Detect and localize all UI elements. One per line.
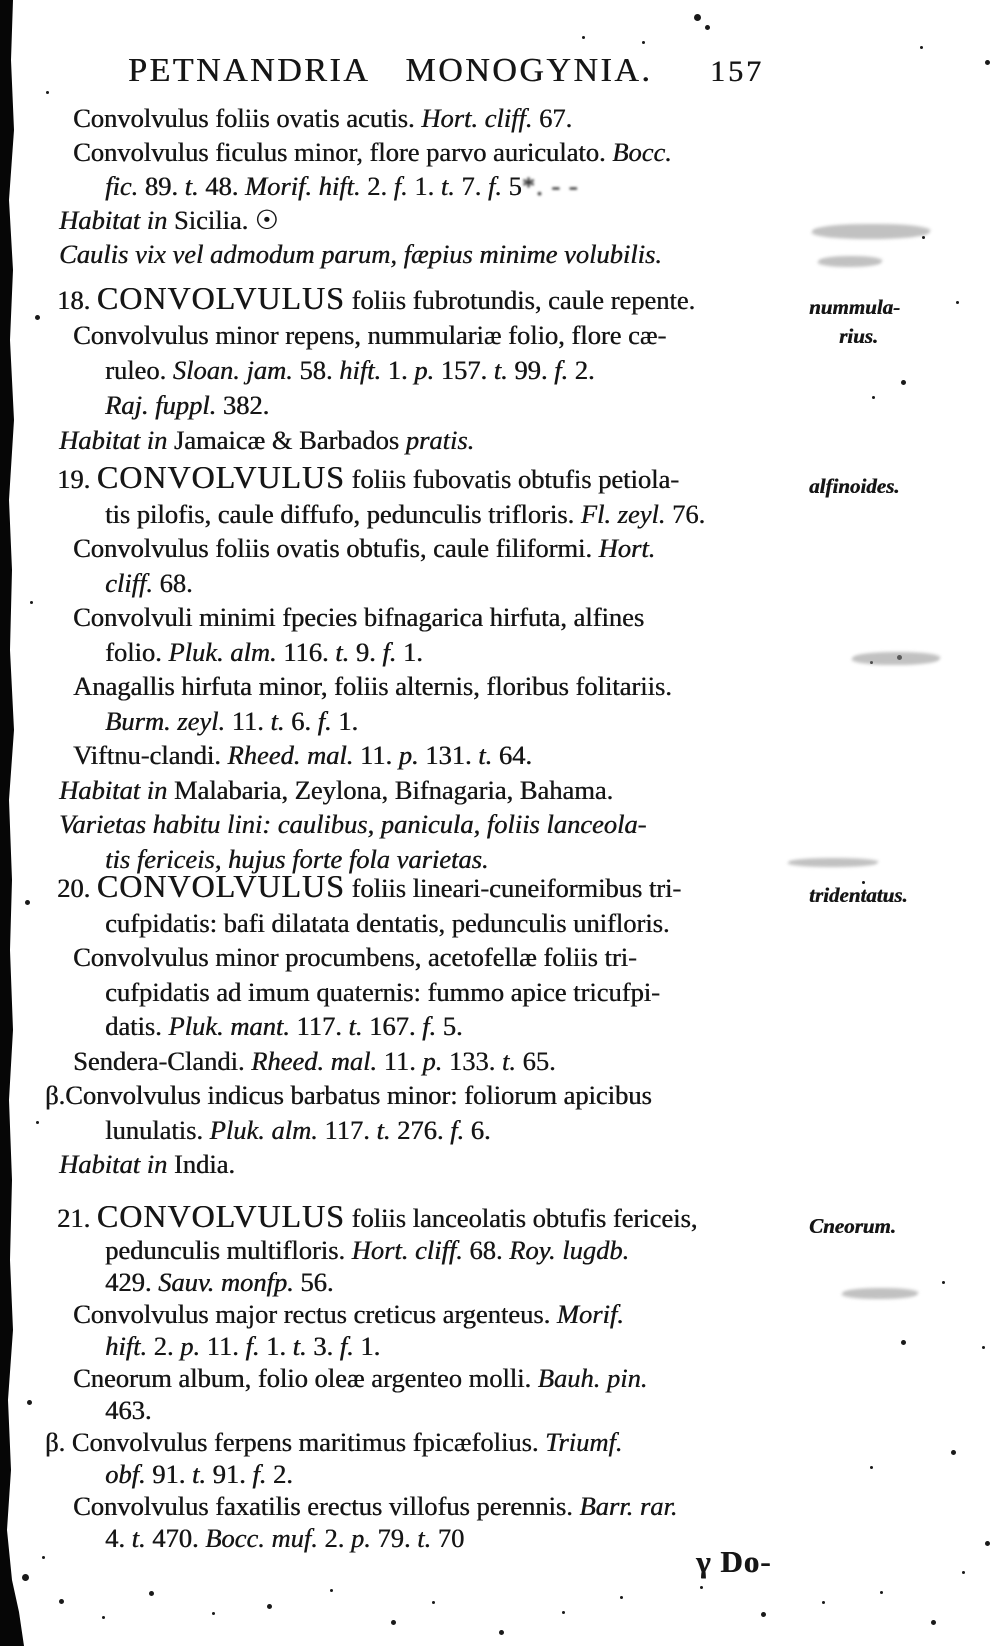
text-segment: 1. xyxy=(353,1331,381,1361)
text-line xyxy=(57,203,793,237)
text-segment: p. xyxy=(422,1045,443,1076)
text-segment: hift. xyxy=(339,355,382,385)
text-segment: Roy. lugdb. xyxy=(509,1235,630,1265)
margin-species-name xyxy=(809,1212,1000,1241)
text-segment: 11. xyxy=(353,740,399,770)
text-segment: Habitat in xyxy=(59,425,168,455)
text-segment: 48. xyxy=(198,171,245,201)
text-line xyxy=(57,281,793,318)
text-segment: lunulatis. xyxy=(105,1114,210,1145)
text-segment: 1. xyxy=(381,355,415,385)
text-line xyxy=(57,600,793,635)
text-line xyxy=(57,975,793,1010)
text-line xyxy=(57,497,793,532)
text-segment: Pluk. mant. xyxy=(168,1011,290,1041)
text-segment: Morif. xyxy=(556,1299,624,1329)
text-segment: CONVOLVULUS xyxy=(96,280,345,316)
text-segment: Convolvulus indicus barbatus minor: foliorum apicibus xyxy=(65,1080,652,1110)
text-segment: 9. xyxy=(349,636,383,667)
text-segment: Sicilia. ☉ xyxy=(167,205,279,235)
text-segment: t. xyxy=(270,705,285,736)
margin-species-name xyxy=(809,472,1000,501)
text-segment: 6. xyxy=(464,1114,491,1145)
text-line xyxy=(57,1200,793,1234)
text-line xyxy=(57,531,793,566)
text-segment: folio. xyxy=(105,636,169,667)
text-segment: f. xyxy=(393,171,408,201)
text-segment: 1. xyxy=(407,171,441,201)
text-segment: 116. xyxy=(276,636,336,667)
text-segment: Triumf. xyxy=(545,1427,623,1457)
text-segment: t. xyxy=(376,1114,391,1145)
text-segment: Bocc. muf. xyxy=(205,1523,318,1553)
text-segment: cliff. xyxy=(105,567,153,598)
text-line xyxy=(57,1009,793,1044)
text-segment: 133. xyxy=(442,1045,502,1076)
text-segment: 2. xyxy=(360,171,394,201)
text-line xyxy=(57,940,793,975)
text-segment: 20. xyxy=(57,873,97,903)
text-segment: 7. xyxy=(454,171,488,201)
text-segment: hift. xyxy=(105,1331,147,1361)
text-segment: Hort. cliff. xyxy=(351,1235,463,1265)
text-segment: t. xyxy=(501,1045,516,1076)
text-line xyxy=(57,704,793,739)
text-segment: foliis fubrotundis, caule repente. xyxy=(344,285,696,315)
text-segment: Morif. hift. xyxy=(244,171,361,201)
text-segment: Habitat in xyxy=(59,774,168,805)
text-segment: 11. xyxy=(376,1045,423,1076)
text-line xyxy=(57,353,793,388)
text-line xyxy=(57,669,793,704)
text-segment: Sloan. jam. xyxy=(172,355,293,385)
text-segment: 79. xyxy=(370,1523,418,1553)
text-segment: 91. xyxy=(145,1459,192,1489)
text-segment: 1. xyxy=(396,636,423,667)
text-segment: Convolvulus ficulus minor, flore parvo auriculato. xyxy=(73,137,613,167)
text-segment: 470. xyxy=(145,1523,206,1553)
text-segment: foliis lineari-cuneiformibus tri- xyxy=(344,873,682,903)
text-segment: t. xyxy=(184,171,199,201)
text-segment: Raj. fuppl. xyxy=(105,390,217,420)
text-segment: p. xyxy=(414,355,435,385)
text-line xyxy=(57,1362,793,1394)
text-line xyxy=(57,1147,793,1182)
margin-species-name xyxy=(809,293,1000,351)
text-segment: 276. xyxy=(390,1114,450,1145)
text-segment: Rheed. mal. xyxy=(251,1045,377,1076)
text-segment: Convolvulus major rectus creticus argenteus. xyxy=(73,1299,557,1329)
text-line xyxy=(57,1044,793,1079)
text-segment: f. xyxy=(422,1011,437,1041)
text-line xyxy=(45,1426,793,1458)
text-segment: Rheed. mal. xyxy=(227,740,354,770)
text-segment: β. xyxy=(45,1427,72,1457)
text-segment: 2. xyxy=(317,1523,351,1553)
text-segment: foliis fubovatis obtufis petiola- xyxy=(344,464,679,494)
text-segment: foliis lanceolatis obtufis fericeis, xyxy=(344,1203,698,1233)
text-line xyxy=(57,869,793,906)
text-segment: CONVOLVULUS xyxy=(96,868,345,904)
text-segment: f. xyxy=(317,705,332,736)
margin-note-line: rius. xyxy=(839,324,879,348)
text-segment: 5 xyxy=(501,171,522,201)
text-segment: 11. xyxy=(199,1331,246,1361)
text-segment: β. xyxy=(45,1080,66,1110)
text-segment: 70 xyxy=(431,1523,465,1553)
text-line xyxy=(57,1458,793,1490)
text-segment: f. xyxy=(382,636,397,667)
text-segment: 58. xyxy=(292,355,340,385)
text-segment: Barr. rar. xyxy=(579,1491,678,1521)
text-segment: f. xyxy=(252,1459,267,1489)
faded-margin-annotation xyxy=(810,224,931,239)
text-segment: 4. xyxy=(105,1523,132,1553)
text-segment: Cneorum album, folio oleæ argenteo molli. xyxy=(73,1363,538,1393)
text-segment: 429. xyxy=(105,1267,158,1297)
scan-smudge xyxy=(841,1288,919,1299)
species-entry xyxy=(45,868,908,1182)
text-segment: 89. xyxy=(138,171,185,201)
text-segment: Convolvulus faxatilis erectus villofus perennis. xyxy=(73,1491,580,1521)
text-line xyxy=(45,1078,793,1113)
text-segment: Malabaria, Zeylona, Bifnagaria, Bahama. xyxy=(167,774,614,805)
text-segment: 21. xyxy=(57,1203,97,1233)
text-segment: f. xyxy=(554,355,569,385)
text-line xyxy=(57,1113,793,1148)
text-segment: Sauv. monfp. xyxy=(158,1267,294,1297)
text-line xyxy=(57,773,793,808)
text-segment: t. xyxy=(440,171,455,201)
text-segment: Bauh. pin. xyxy=(537,1363,648,1393)
species-entry xyxy=(45,1198,896,1554)
species-entry xyxy=(57,280,901,458)
text-line xyxy=(57,388,793,423)
text-segment: f. xyxy=(339,1331,354,1361)
text-segment: f. xyxy=(487,171,502,201)
margin-note-line: tridentatus. xyxy=(809,883,908,907)
text-segment: t. xyxy=(493,355,508,385)
text-segment: Hort. cliff. xyxy=(421,103,533,133)
text-line xyxy=(57,1298,793,1330)
text-segment: 18. xyxy=(57,285,97,315)
text-segment: 2. xyxy=(568,355,595,385)
text-segment: f. xyxy=(245,1331,260,1361)
text-segment: p. xyxy=(180,1331,200,1361)
text-segment: 99. xyxy=(507,355,555,385)
catchword: γ Do- xyxy=(696,1544,772,1579)
text-segment: Pluk. alm. xyxy=(209,1114,318,1145)
text-segment: Convolvulus foliis ovatis obtufis, caule filiformi. xyxy=(73,533,599,563)
text-segment: 1. xyxy=(331,705,358,736)
margin-note-line: alfinoides. xyxy=(809,474,900,498)
text-segment: Habitat in xyxy=(59,205,168,235)
text-segment: datis. xyxy=(105,1011,169,1041)
scan-smudge xyxy=(851,652,942,665)
text-segment: Hort. xyxy=(598,533,656,563)
binding-edge-shadow xyxy=(0,0,26,1646)
text-line xyxy=(57,135,793,169)
text-line xyxy=(57,1522,793,1554)
text-segment: 117. xyxy=(317,1114,377,1145)
margin-species-name xyxy=(809,881,1000,910)
text-segment: 3. xyxy=(306,1331,340,1361)
text-line xyxy=(57,1394,793,1426)
text-segment: CONVOLVULUS xyxy=(96,1198,345,1234)
text-segment: Convolvuli minimi fpecies bifnagarica hirfuta, alfines xyxy=(73,602,645,632)
text-line xyxy=(57,1330,793,1362)
text-segment: Pluk. alm. xyxy=(168,636,277,667)
text-line xyxy=(57,237,793,271)
text-segment: Habitat in xyxy=(59,1149,168,1179)
text-segment: 68. xyxy=(462,1235,510,1265)
text-segment: pratis. xyxy=(405,425,475,455)
text-segment: Caulis vix vel admodum parum, fæpius minime volubilis. xyxy=(59,239,662,269)
text-segment: t. xyxy=(348,1011,363,1041)
text-segment: obf. xyxy=(105,1459,146,1489)
text-segment: Burm. zeyl. xyxy=(105,705,225,736)
text-segment: 11. xyxy=(224,705,271,736)
text-segment: 65. xyxy=(515,1045,556,1076)
text-segment: tis fericeis, hujus forte fola varietas. xyxy=(105,843,489,874)
text-segment: Convolvulus minor repens, nummulariæ folio, flore cæ- xyxy=(73,320,667,350)
text-line xyxy=(57,738,793,773)
text-line xyxy=(57,566,793,601)
text-segment: 1. xyxy=(259,1331,293,1361)
text-segment: 2. xyxy=(266,1459,293,1489)
text-segment: 6. xyxy=(284,705,318,736)
text-segment: Sendera-Clandi. xyxy=(73,1045,252,1076)
text-segment: p. xyxy=(398,740,419,770)
text-segment: Jamaicæ & Barbados xyxy=(167,425,406,455)
text-segment: t. xyxy=(478,740,493,770)
text-segment: India. xyxy=(167,1149,235,1179)
margin-note-line: nummula- xyxy=(809,295,901,319)
text-segment: 167. xyxy=(362,1011,423,1041)
text-segment: Viftnu-clandi. xyxy=(73,740,228,770)
text-line xyxy=(57,169,793,203)
text-segment: 91. xyxy=(205,1459,253,1489)
text-segment: 5. xyxy=(436,1011,463,1041)
text-segment: ruleo. xyxy=(105,355,173,385)
margin-note-line: Cneorum. xyxy=(809,1214,896,1238)
text-segment: Varietas habitu lini: caulibus, panicula, foliis lanceola- xyxy=(59,809,647,839)
text-line xyxy=(57,635,793,670)
text-segment: t. xyxy=(292,1331,307,1361)
text-segment: 68. xyxy=(152,567,193,598)
text-segment: f. xyxy=(450,1114,464,1145)
page-header-title: PETNANDRIA MONOGYNIA. xyxy=(128,52,653,89)
text-segment: Fl. zeyl. xyxy=(580,498,666,529)
text-segment: Convolvulus ferpens maritimus fpicæfolius. xyxy=(71,1427,546,1457)
text-segment: 64. xyxy=(492,740,532,770)
page-number: 157 xyxy=(710,55,764,88)
text-line xyxy=(57,906,793,941)
text-segment: pedunculis multifloris. xyxy=(105,1235,352,1265)
text-line xyxy=(57,807,793,842)
scan-smudge xyxy=(787,858,879,867)
text-line xyxy=(57,101,793,135)
text-segment: 463. xyxy=(105,1395,152,1425)
species-entry xyxy=(57,101,793,271)
text-segment: 56. xyxy=(293,1267,334,1297)
species-entry xyxy=(57,459,900,876)
text-segment: Convolvulus foliis ovatis acutis. xyxy=(73,103,422,133)
text-segment: CONVOLVULUS xyxy=(96,459,345,495)
text-segment: cufpidatis: bafi dilatata dentatis, pedunculis unifloris. xyxy=(105,907,670,938)
text-segment: Convolvulus minor procumbens, acetofellæ foliis tri- xyxy=(73,942,637,972)
text-segment: 157. xyxy=(434,355,494,385)
text-segment: 117. xyxy=(289,1011,349,1041)
text-segment: p. xyxy=(350,1523,371,1553)
text-segment: tis pilofis, caule diffufo, pedunculis trifloris. xyxy=(105,498,581,529)
text-segment: t. xyxy=(131,1523,146,1553)
text-line xyxy=(57,318,793,353)
faded-margin-annotation xyxy=(817,256,883,267)
text-segment: fic. xyxy=(105,171,139,201)
text-segment: t. xyxy=(417,1523,432,1553)
text-line xyxy=(57,1234,793,1266)
text-line xyxy=(57,423,793,458)
text-segment: Anagallis hirfuta minor, foliis alternis, floribus folitariis. xyxy=(73,671,672,701)
text-segment: 382. xyxy=(216,390,270,420)
text-line xyxy=(57,1266,793,1298)
text-line xyxy=(57,1490,793,1522)
text-segment: 76. xyxy=(665,498,706,529)
text-segment: 19. xyxy=(57,464,97,494)
text-segment: t. xyxy=(335,636,350,667)
text-segment: t. xyxy=(191,1459,206,1489)
text-line xyxy=(57,460,793,497)
text-segment: 2. xyxy=(146,1331,181,1361)
text-segment: Bocc. xyxy=(612,137,672,167)
text-segment: *. - - xyxy=(521,171,579,201)
text-segment: 67. xyxy=(532,103,573,133)
text-segment: 131. xyxy=(418,740,479,770)
text-segment: cufpidatis ad imum quaternis: fummo apice tricufpi- xyxy=(105,976,660,1007)
